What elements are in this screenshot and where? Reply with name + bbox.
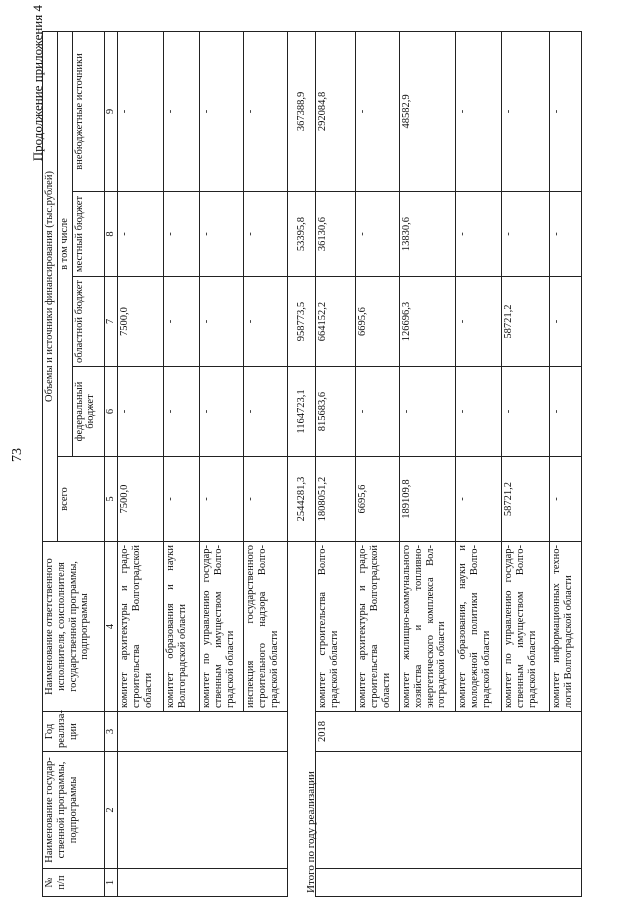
header-number: № п/п <box>43 869 105 897</box>
local-cell: 36130,6 <box>316 192 356 277</box>
total-cell: 6695,6 <box>356 457 400 542</box>
appendix-caption: Продолжение приложения 4 <box>30 5 45 162</box>
column-index: 3 <box>104 712 118 752</box>
header-regional: областной бюджет <box>72 277 104 367</box>
offbudget-cell: - <box>244 31 288 191</box>
header-local: местный бюджет <box>72 192 104 277</box>
total-cell: 189109,8 <box>400 457 456 542</box>
header-financing: Объемы и источники финансирования (тыс.рублей) <box>43 31 58 541</box>
cell-empty <box>118 752 288 869</box>
regional-cell: 126696,3 <box>400 277 456 367</box>
grand-local-cell: 53395,8 <box>288 192 316 277</box>
column-index: 7 <box>104 277 118 367</box>
local-cell: 13830,6 <box>400 192 456 277</box>
local-cell: - <box>200 192 244 277</box>
federal-cell: - <box>400 367 456 457</box>
local-cell: - <box>456 192 502 277</box>
total-row-label: Итого по году реализации <box>305 771 317 893</box>
total-cell: - <box>244 457 288 542</box>
header-executor: Наименование ответственного исполнителя, соисполнителя государственной программы, подпрограммы <box>43 542 105 712</box>
offbudget-cell: - <box>200 31 244 191</box>
executor-cell: комитет строительства Волгоградской области <box>316 542 356 712</box>
federal-cell: - <box>164 367 200 457</box>
table-header <box>43 31 118 896</box>
column-index-row <box>104 31 118 896</box>
executor-cell: комитет информационных технологий Волгоградской области <box>550 542 582 712</box>
offbudget-cell: - <box>164 31 200 191</box>
offbudget-cell: - <box>550 31 582 191</box>
header-total: всего <box>57 457 104 542</box>
regional-cell: 664152,2 <box>316 277 356 367</box>
cell-empty <box>316 752 582 869</box>
local-cell: - <box>164 192 200 277</box>
grand-regional-cell: 958773,5 <box>288 277 316 367</box>
executor-cell: комитет по управлению государственным имуществом Волгоградской области <box>502 542 550 712</box>
table-row <box>288 31 316 896</box>
local-cell: - <box>118 192 164 277</box>
total-cell: - <box>550 457 582 542</box>
offbudget-cell: 48582,9 <box>400 31 456 191</box>
header-federal: федеральный бюджет <box>72 367 104 457</box>
executor-cell: комитет архитектуры и градостроительства Волгоградской области <box>356 542 400 712</box>
federal-cell: - <box>200 367 244 457</box>
table-body-top <box>118 31 288 896</box>
grand-federal-cell: 1164723,1 <box>288 367 316 457</box>
offbudget-cell: - <box>456 31 502 191</box>
table-row <box>316 31 356 896</box>
offbudget-cell: - <box>502 31 550 191</box>
column-index: 4 <box>104 542 118 712</box>
grand-offbudget-cell: 367388,9 <box>288 31 316 191</box>
total-cell: 58721,2 <box>502 457 550 542</box>
header-offbudget: внебюджетные источники <box>72 31 104 191</box>
page-number: 73 <box>10 448 25 462</box>
year-cell: 2018 <box>316 712 582 752</box>
column-index: 9 <box>104 31 118 191</box>
federal-cell: - <box>118 367 164 457</box>
cell-empty <box>316 869 582 897</box>
header-year: Год реализации <box>43 712 105 752</box>
local-cell: - <box>502 192 550 277</box>
column-index: 8 <box>104 192 118 277</box>
offbudget-cell: - <box>118 31 164 191</box>
column-index: 5 <box>104 457 118 542</box>
total-row <box>288 31 316 896</box>
header-program: Наименование государственной программы, подпрограммы <box>43 752 105 869</box>
executor-cell: комитет по управлению государственным имуществом Волгоградской области <box>200 542 244 712</box>
executor-cell: комитет жилищно-коммунального хозяйства и топливно-энергетического комплекса Волгоградской области <box>400 542 456 712</box>
total-cell: 1808051,2 <box>316 457 356 542</box>
regional-cell: - <box>550 277 582 367</box>
federal-cell: - <box>502 367 550 457</box>
grand-total-cell: 2544281,3 <box>288 457 316 542</box>
total-cell: - <box>200 457 244 542</box>
executor-cell: комитет архитектуры и градостроительства Волгоградской области <box>118 542 164 712</box>
table-body-bottom <box>316 31 582 896</box>
regional-cell: 7500,0 <box>118 277 164 367</box>
total-cell: - <box>456 457 502 542</box>
federal-cell: - <box>356 367 400 457</box>
column-index: 1 <box>104 869 118 897</box>
federal-cell: 815683,6 <box>316 367 356 457</box>
regional-cell: 58721,2 <box>502 277 550 367</box>
local-cell: - <box>244 192 288 277</box>
total-cell: - <box>164 457 200 542</box>
offbudget-cell: - <box>356 31 400 191</box>
federal-cell: - <box>456 367 502 457</box>
federal-cell: - <box>244 367 288 457</box>
table-row <box>118 31 164 896</box>
executor-cell: комитет образования, науки и молодежной политики Волгоградской области <box>456 542 502 712</box>
local-cell: - <box>356 192 400 277</box>
executor-cell: инспекция государственного строительного надзора Волгоградской области <box>244 542 288 712</box>
regional-cell: - <box>164 277 200 367</box>
total-cell: 7500,0 <box>118 457 164 542</box>
offbudget-cell: 292084,8 <box>316 31 356 191</box>
regional-cell: 6695,6 <box>356 277 400 367</box>
regional-cell: - <box>200 277 244 367</box>
regional-cell: - <box>244 277 288 367</box>
cell-empty <box>118 712 288 752</box>
federal-cell: - <box>550 367 582 457</box>
local-cell: - <box>550 192 582 277</box>
column-index: 2 <box>104 752 118 869</box>
financing-table <box>42 31 582 897</box>
regional-cell: - <box>456 277 502 367</box>
executor-cell: комитет образования и науки Волгоградской области <box>164 542 200 712</box>
header-including: в том числе <box>57 31 72 456</box>
cell-empty <box>118 869 288 897</box>
column-index: 6 <box>104 367 118 457</box>
